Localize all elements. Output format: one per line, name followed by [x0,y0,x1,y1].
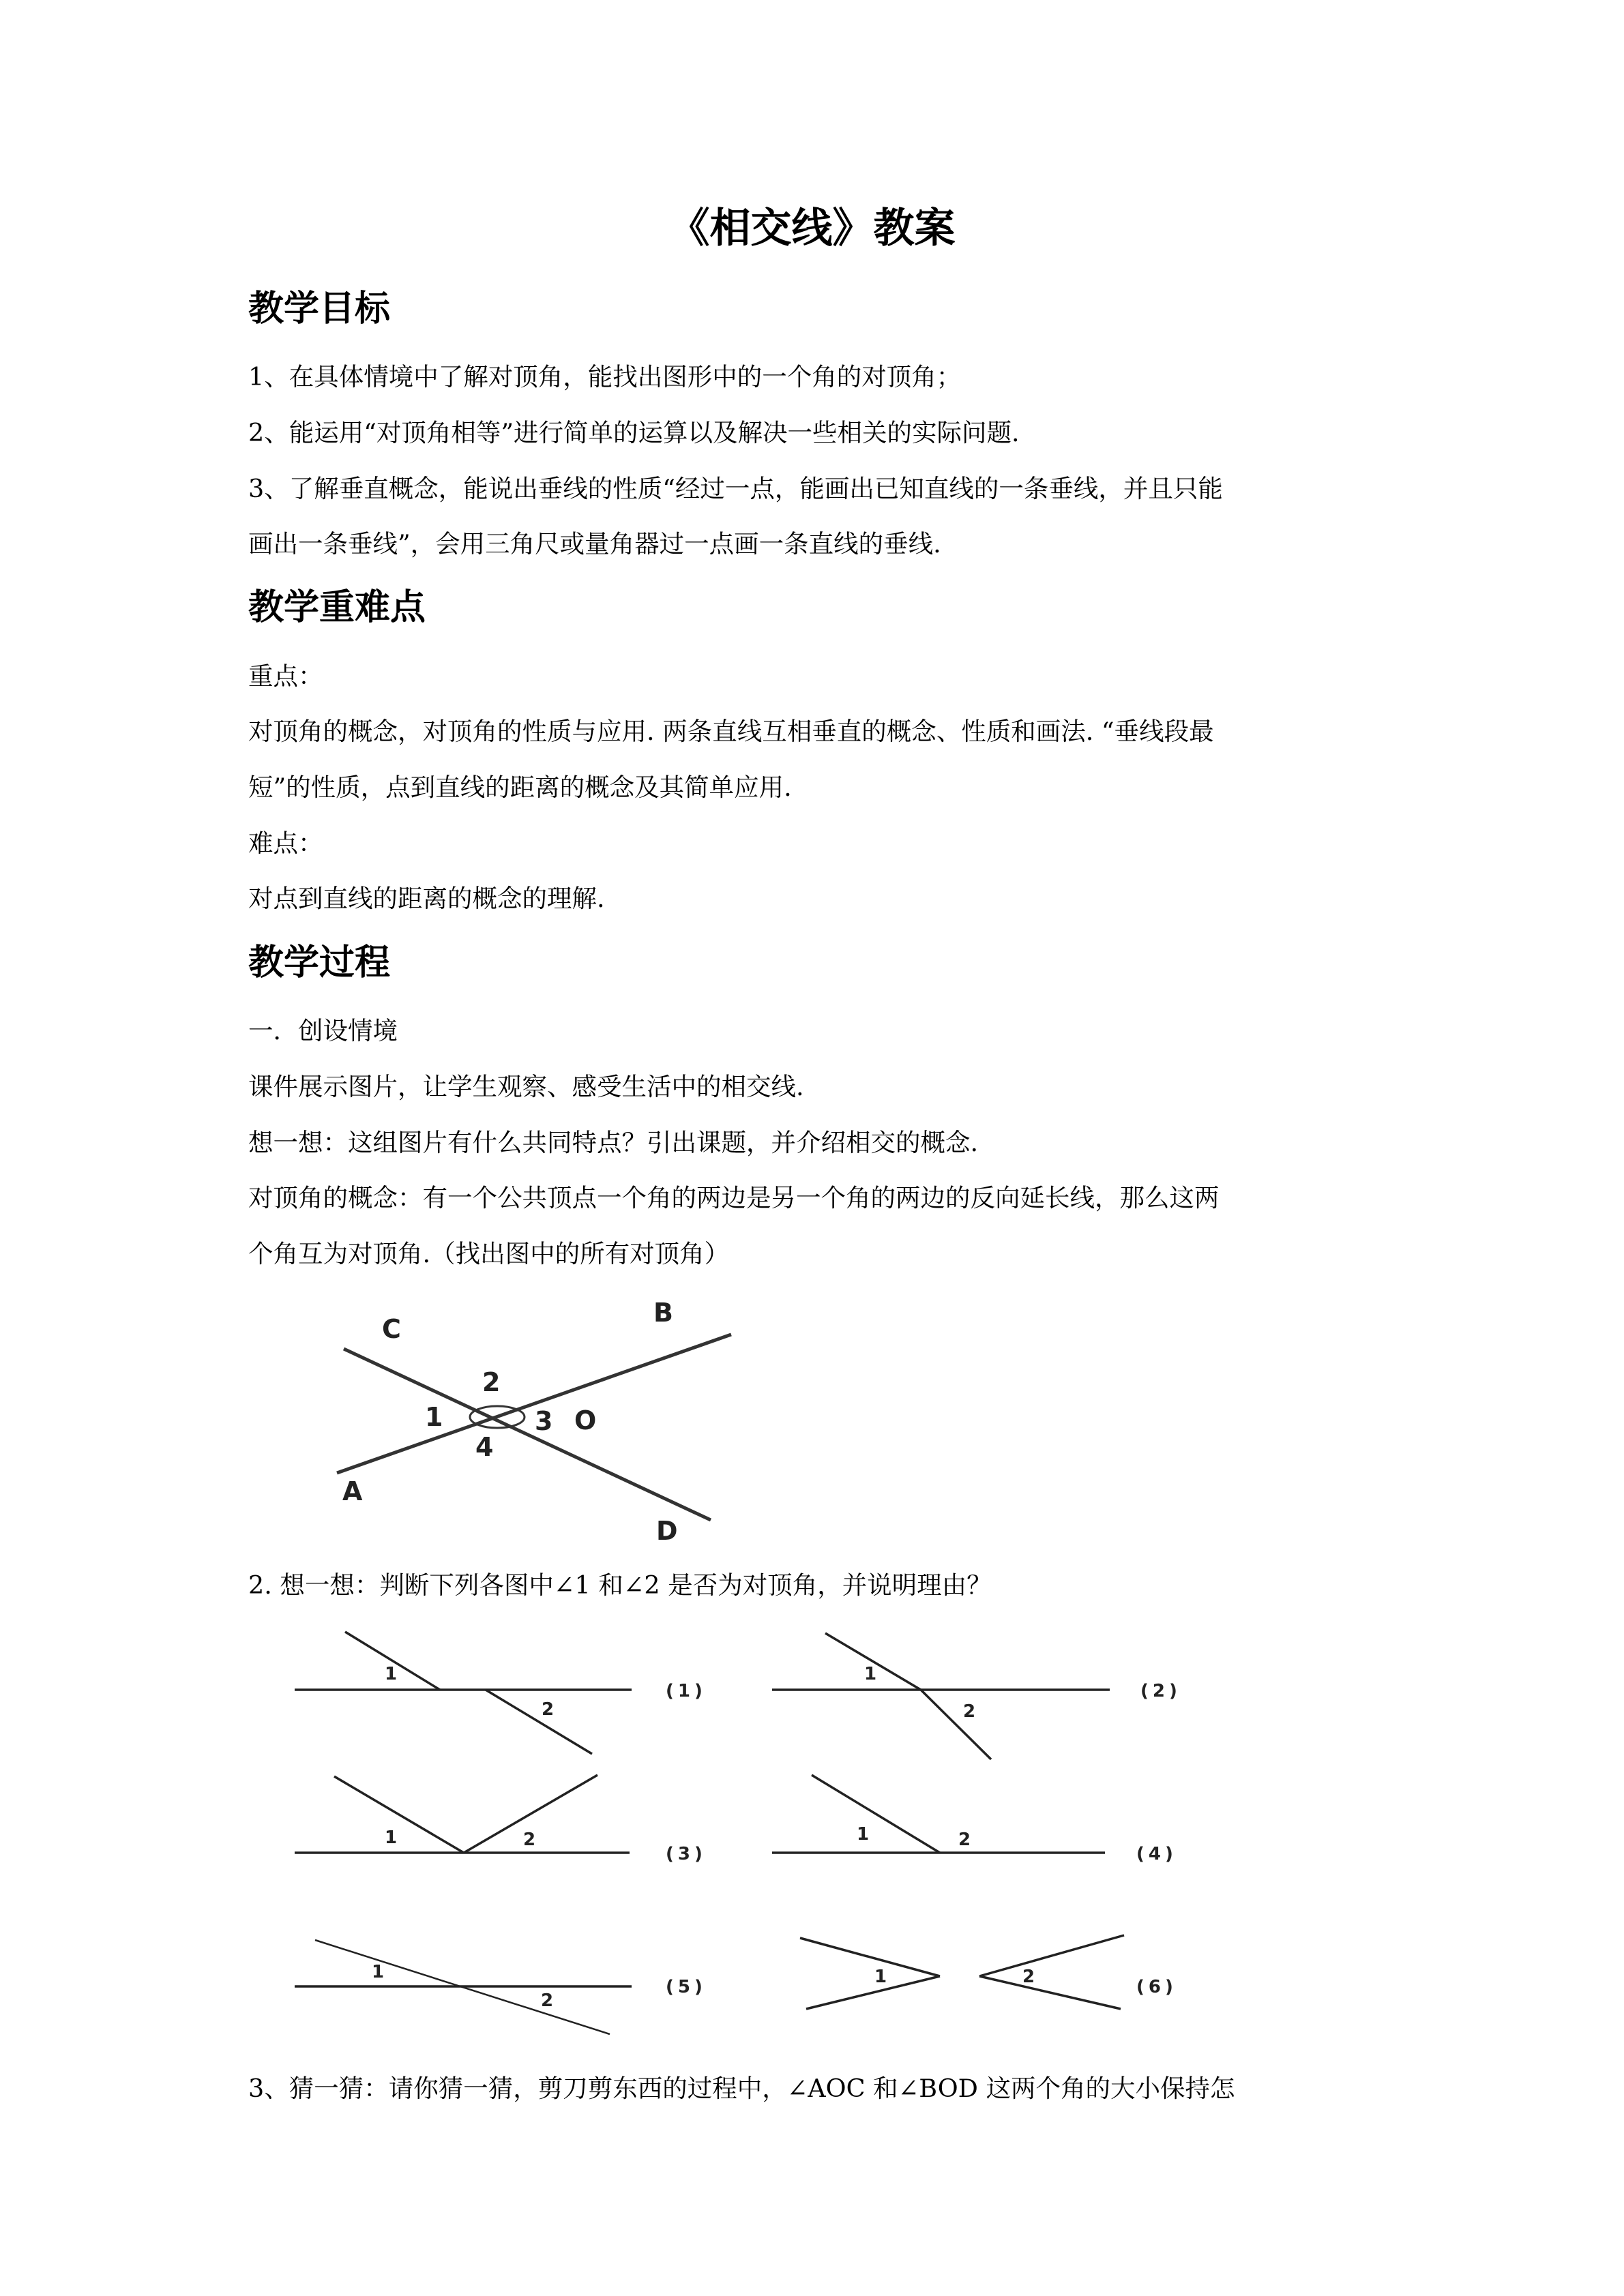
angle-2-label: 2 [482,1367,501,1397]
fig-tag-4: (4) [1136,1844,1177,1864]
fig-tag-2: (2) [1140,1681,1181,1701]
goal-item-3: 3、了解垂直概念，能说出垂线的性质“经过一点，能画出已知直线的一条垂线，并且只能 [248,474,1223,503]
difficulty-line: 对点到直线的距离的概念的理解. [248,884,605,913]
fig-tag-3: (3) [666,1844,707,1864]
point-o: O [574,1405,597,1435]
process-line-1: 一．创设情境 [248,1016,398,1045]
point-d: D [656,1516,678,1546]
goal-item-3-cont: 画出一条垂线”，会用三角尺或量角器过一点画一条直线的垂线. [248,529,941,558]
think-line: 2. 想一想：判断下列各图中∠1 和∠2 是否为对顶角，并说明理由？ [248,1570,992,1600]
fig1-angle-1: 1 [385,1664,398,1684]
fig6-angle-1: 1 [874,1967,887,1987]
focus-label: 重点： [248,661,323,691]
fig2-angle-1: 1 [864,1664,877,1684]
process-line-2: 课件展示图片，让学生观察、感受生活中的相交线. [248,1072,804,1101]
fig4-angle-1: 1 [857,1824,870,1845]
figure-6 [800,1935,1124,2009]
fig5-angle-2: 2 [541,1991,554,2011]
difficulty-label: 难点： [248,829,323,858]
goal-item-1: 1、在具体情境中了解对顶角，能找出图形中的一个角的对顶角； [248,362,962,391]
fig5-angle-1: 1 [372,1962,385,1982]
figure-main [337,1335,731,1520]
figure-5 [295,1940,632,2034]
fig2-angle-2: 2 [963,1701,976,1722]
fig4-angle-2: 2 [958,1830,971,1850]
angle-marker [470,1406,525,1428]
point-a: A [342,1476,363,1506]
guess-line: 3、猜一猜：请你猜一猜，剪刀剪东西的过程中，∠AOC 和∠BOD 这两个角的大小保持怎 [248,2074,1235,2103]
fig-tag-6: (6) [1136,1977,1177,1997]
angle-1-label: 1 [425,1402,443,1432]
fig-tag-5: (5) [666,1977,707,1997]
line-cd [344,1349,711,1520]
fig-tag-1: (1) [666,1681,707,1701]
section-heading-process: 教学过程 [248,942,391,983]
process-line-5: 个角互为对顶角.（找出图中的所有对顶角） [248,1239,730,1268]
figure-2 [772,1633,1110,1759]
angle-4-label: 4 [475,1432,494,1462]
fig6-angle-2: 2 [1022,1967,1035,1987]
goal-item-2: 2、能运用“对顶角相等”进行简单的运算以及解决一些相关的实际问题. [248,418,1020,447]
point-b: B [653,1298,673,1328]
line-ab [337,1335,731,1473]
process-line-3: 想一想：这组图片有什么共同特点？引出课题，并介绍相交的概念. [248,1128,979,1157]
figure-4 [772,1775,1105,1853]
figure-3 [295,1775,630,1853]
focus-line-2: 短”的性质，点到直线的距离的概念及其简单应用. [248,773,792,802]
focus-line-1: 对顶角的概念，对顶角的性质与应用. 两条直线互相垂直的概念、性质和画法. “垂线段最 [248,717,1214,746]
fig3-angle-2: 2 [523,1830,536,1850]
figure-1 [295,1632,632,1754]
angle-3-label: 3 [535,1406,553,1436]
fig1-angle-2: 2 [542,1699,555,1720]
section-heading-goals: 教学目标 [248,288,391,329]
page-title: 《相交线》教案 [668,205,956,252]
fig3-angle-1: 1 [385,1828,398,1848]
process-line-4: 对顶角的概念：有一个公共顶点一个角的两边是另一个角的两边的反向延长线，那么这两 [248,1183,1220,1212]
section-heading-key-points: 教学重难点 [248,587,426,628]
point-c: C [382,1314,401,1344]
